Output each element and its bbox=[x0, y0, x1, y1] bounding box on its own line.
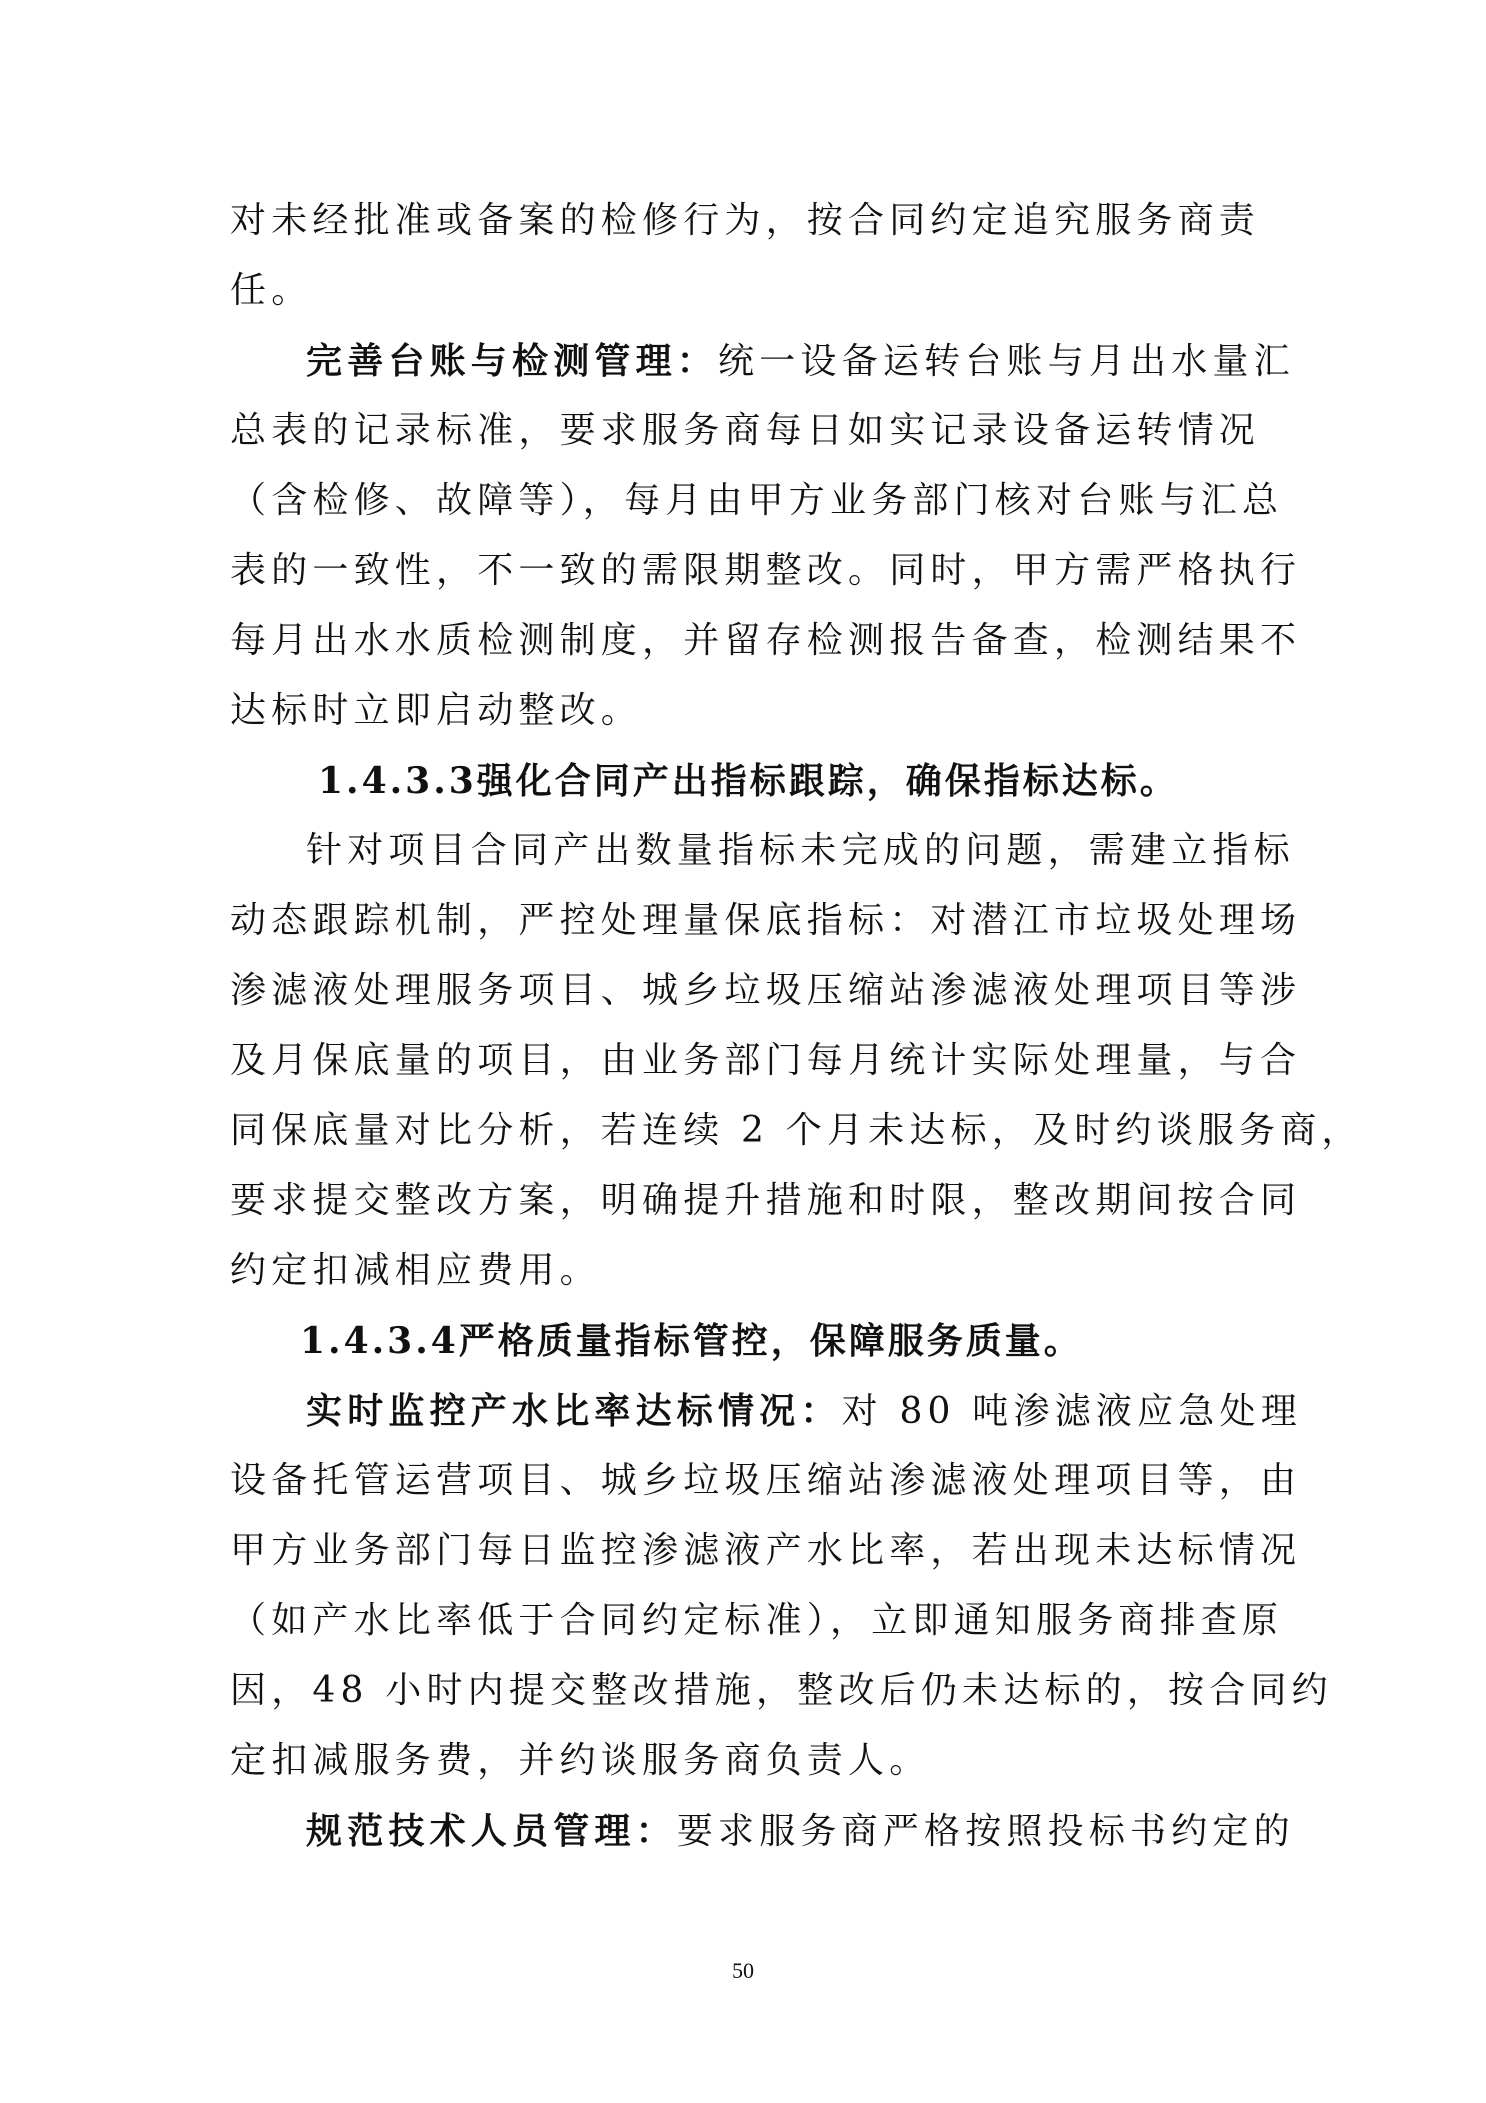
paragraph-line: 任。 bbox=[230, 270, 313, 311]
paragraph-line: 要求提交整改方案，明确提升措施和时限，整改期间按合同 bbox=[230, 1180, 1302, 1221]
paragraph-line bbox=[306, 1796, 1295, 1866]
paragraph-line: 对未经批准或备案的检修行为，按合同约定追究服务商责 bbox=[230, 200, 1261, 241]
paragraph-line bbox=[306, 326, 1295, 396]
paragraph-line: 总表的记录标准，要求服务商每日如实记录设备运转情况 bbox=[230, 410, 1261, 451]
paragraph-line: （如产水比率低于合同约定标准），立即通知服务商排查原 bbox=[230, 1600, 1284, 1641]
paragraph-text: 对 80 吨渗滤液应急处理 bbox=[841, 1391, 1302, 1432]
paragraph-line: 约定扣减相应费用。 bbox=[230, 1250, 601, 1291]
paragraph-line: 因，48 小时内提交整改措施，整改后仍未达标的，按合同约 bbox=[230, 1670, 1333, 1711]
paragraph-line: 同保底量对比分析，若连续 2 个月未达标，及时约谈服务商， bbox=[230, 1110, 1363, 1151]
paragraph-text: 统一设备运转台账与月出水量汇 bbox=[718, 341, 1295, 382]
paragraph-line: 每月出水水质检测制度，并留存检测报告备查，检测结果不 bbox=[230, 620, 1302, 661]
paragraph-line: 定扣减服务费，并约谈服务商负责人。 bbox=[230, 1740, 931, 1781]
paragraph-line: 甲方业务部门每日监控渗滤液产水比率，若出现未达标情况 bbox=[230, 1530, 1302, 1571]
paragraph-lead: 实时监控产水比率达标情况： bbox=[306, 1390, 842, 1432]
paragraph-line: 表的一致性，不一致的需限期整改。同时，甲方需严格执行 bbox=[230, 550, 1302, 591]
paragraph-line: 渗滤液处理服务项目、城乡垃圾压缩站渗滤液处理项目等涉 bbox=[230, 970, 1302, 1011]
paragraph-line: （含检修、故障等），每月由甲方业务部门核对台账与汇总 bbox=[230, 480, 1284, 521]
paragraph-line: 动态跟踪机制，严控处理量保底指标：对潜江市垃圾处理场 bbox=[230, 900, 1302, 941]
paragraph-line: 及月保底量的项目，由业务部门每月统计实际处理量，与合 bbox=[230, 1040, 1302, 1081]
page-number: 50 bbox=[732, 1958, 754, 1983]
section-heading: 1.4.3.4严格质量指标管控，保障服务质量。 bbox=[300, 1320, 1083, 1362]
paragraph-line bbox=[306, 1376, 1302, 1446]
paragraph-lead: 完善台账与检测管理： bbox=[306, 340, 719, 382]
paragraph-text: 要求服务商严格按照投标书约定的 bbox=[676, 1811, 1295, 1852]
paragraph-line: 设备托管运营项目、城乡垃圾压缩站渗滤液处理项目等，由 bbox=[230, 1460, 1302, 1501]
paragraph-line: 达标时立即启动整改。 bbox=[230, 690, 643, 731]
section-heading: 1.4.3.3强化合同产出指标跟踪，确保指标达标。 bbox=[318, 760, 1179, 802]
paragraph-line: 针对项目合同产出数量指标未完成的问题，需建立指标 bbox=[306, 830, 1295, 871]
paragraph-lead: 规范技术人员管理： bbox=[306, 1810, 677, 1852]
